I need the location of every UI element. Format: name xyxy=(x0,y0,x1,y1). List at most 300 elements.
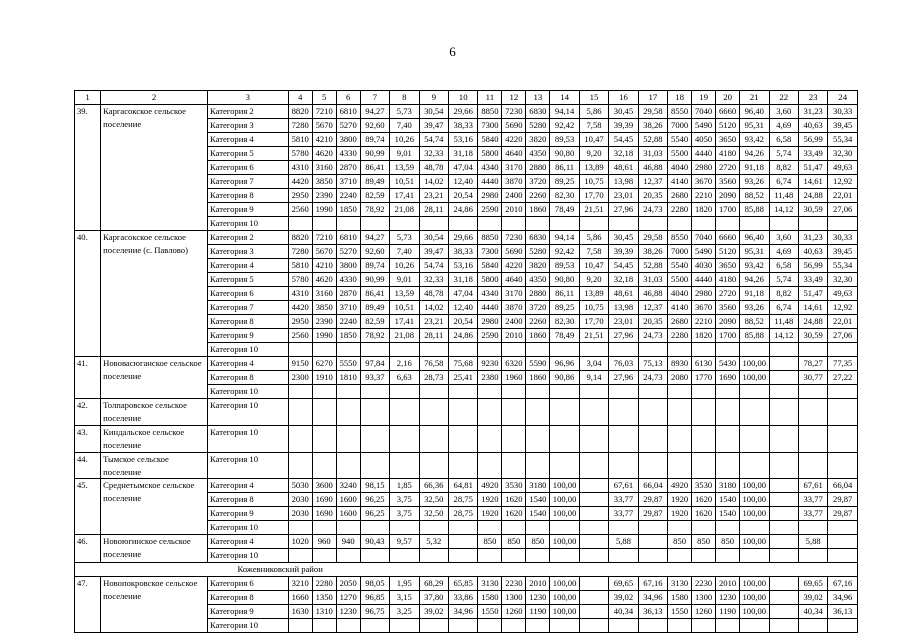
value-cell xyxy=(579,521,608,535)
header-row xyxy=(75,91,858,105)
value-cell: 2080 xyxy=(668,371,692,385)
value-cell: 6,58 xyxy=(769,259,798,273)
value-cell: 5,86 xyxy=(579,105,608,119)
value-cell: 5030 xyxy=(288,479,312,493)
row-number: 43. xyxy=(75,425,101,452)
value-cell: 47,04 xyxy=(448,287,477,301)
value-cell: 2720 xyxy=(716,287,740,301)
value-cell: 5430 xyxy=(716,357,740,371)
value-cell: 3870 xyxy=(502,301,526,315)
category-cell: Категория 7 xyxy=(208,301,289,315)
value-cell xyxy=(579,535,608,549)
value-cell: 10,75 xyxy=(579,175,608,189)
category-cell: Категория 2 xyxy=(208,105,289,119)
value-cell: 14,61 xyxy=(798,301,827,315)
value-cell xyxy=(579,493,608,507)
value-cell: 4620 xyxy=(312,147,336,161)
value-cell: 1690 xyxy=(312,493,336,507)
value-cell: 8930 xyxy=(668,357,692,371)
value-cell xyxy=(360,343,389,357)
value-cell xyxy=(419,521,448,535)
value-cell: 100,00 xyxy=(740,371,769,385)
settlement-name: Каргасокское сельское поселение xyxy=(101,105,208,231)
value-cell: 27,22 xyxy=(828,371,858,385)
header-cell: 15 xyxy=(579,91,608,105)
value-cell xyxy=(360,619,389,633)
value-cell: 9,01 xyxy=(390,273,419,287)
value-cell: 31,23 xyxy=(798,105,827,119)
value-cell: 40,34 xyxy=(609,605,638,619)
value-cell: 22,01 xyxy=(828,315,858,329)
value-cell xyxy=(448,521,477,535)
value-cell xyxy=(668,343,692,357)
value-cell: 24,86 xyxy=(448,329,477,343)
value-cell xyxy=(668,399,692,426)
value-cell: 3850 xyxy=(312,301,336,315)
value-cell: 9,20 xyxy=(579,147,608,161)
category-cell: Категория 4 xyxy=(208,259,289,273)
value-cell: 850 xyxy=(716,535,740,549)
value-cell: 5800 xyxy=(478,273,502,287)
header-cell: 10 xyxy=(448,91,477,105)
value-cell: 2950 xyxy=(288,189,312,203)
value-cell: 90,80 xyxy=(550,273,579,287)
category-cell: Категория 6 xyxy=(208,577,289,591)
category-cell: Категория 2 xyxy=(208,231,289,245)
value-cell: 96,96 xyxy=(550,357,579,371)
value-cell: 100,00 xyxy=(550,591,579,605)
value-cell: 29,58 xyxy=(638,105,667,119)
category-cell: Категория 8 xyxy=(208,189,289,203)
value-cell: 7,40 xyxy=(390,119,419,133)
value-cell xyxy=(769,619,798,633)
value-cell: 1630 xyxy=(288,605,312,619)
value-cell: 17,41 xyxy=(390,189,419,203)
value-cell: 3820 xyxy=(526,133,550,147)
value-cell: 1540 xyxy=(526,507,550,521)
settlement-name: Нововасюганское сельское поселение xyxy=(101,357,208,399)
value-cell: 32,30 xyxy=(828,273,858,287)
district-row xyxy=(75,563,858,577)
value-cell: 67,61 xyxy=(609,479,638,493)
value-cell xyxy=(716,399,740,426)
value-cell: 89,53 xyxy=(550,133,579,147)
category-cell: Категория 3 xyxy=(208,245,289,259)
value-cell: 100,00 xyxy=(740,591,769,605)
value-cell: 4920 xyxy=(668,479,692,493)
value-cell: 1860 xyxy=(526,329,550,343)
value-cell: 850 xyxy=(478,535,502,549)
value-cell: 850 xyxy=(668,535,692,549)
value-cell: 10,26 xyxy=(390,259,419,273)
value-cell: 1300 xyxy=(692,591,716,605)
value-cell: 100,00 xyxy=(740,535,769,549)
value-cell: 7,40 xyxy=(390,245,419,259)
value-cell xyxy=(312,385,336,399)
value-cell xyxy=(360,521,389,535)
value-cell: 4440 xyxy=(692,273,716,287)
value-cell: 7300 xyxy=(478,245,502,259)
value-cell: 95,31 xyxy=(740,119,769,133)
value-cell xyxy=(769,479,798,493)
value-cell: 31,18 xyxy=(448,273,477,287)
value-cell: 7,58 xyxy=(579,245,608,259)
value-cell: 7230 xyxy=(502,231,526,245)
value-cell: 12,40 xyxy=(448,175,477,189)
value-cell: 29,66 xyxy=(448,231,477,245)
value-cell: 30,33 xyxy=(828,105,858,119)
value-cell: 67,16 xyxy=(828,577,858,591)
value-cell xyxy=(609,452,638,479)
value-cell: 100,00 xyxy=(740,479,769,493)
value-cell xyxy=(798,452,827,479)
value-cell: 6810 xyxy=(336,231,360,245)
value-cell xyxy=(638,343,667,357)
value-cell xyxy=(638,399,667,426)
value-cell: 29,87 xyxy=(638,507,667,521)
value-cell: 14,61 xyxy=(798,175,827,189)
tariff-table xyxy=(74,90,858,633)
value-cell: 1,85 xyxy=(390,479,419,493)
value-cell: 1910 xyxy=(312,371,336,385)
value-cell: 1580 xyxy=(668,591,692,605)
header-cell: 2 xyxy=(101,91,208,105)
value-cell xyxy=(502,385,526,399)
value-cell: 2880 xyxy=(526,287,550,301)
value-cell xyxy=(550,549,579,563)
value-cell: 2980 xyxy=(692,287,716,301)
value-cell: 4920 xyxy=(478,479,502,493)
value-cell: 3530 xyxy=(692,479,716,493)
value-cell: 90,99 xyxy=(360,273,389,287)
value-cell: 33,86 xyxy=(448,591,477,605)
value-cell: 5670 xyxy=(312,245,336,259)
value-cell xyxy=(609,399,638,426)
value-cell xyxy=(579,577,608,591)
value-cell: 4310 xyxy=(288,161,312,175)
value-cell: 6,74 xyxy=(769,301,798,315)
value-cell: 20,35 xyxy=(638,189,667,203)
value-cell: 3,75 xyxy=(390,507,419,521)
value-cell: 4420 xyxy=(288,175,312,189)
value-cell: 9,57 xyxy=(390,535,419,549)
value-cell: 3210 xyxy=(288,577,312,591)
value-cell: 1810 xyxy=(336,371,360,385)
value-cell xyxy=(448,535,477,549)
value-cell: 49,63 xyxy=(828,161,858,175)
value-cell: 21,51 xyxy=(579,203,608,217)
value-cell: 48,78 xyxy=(419,161,448,175)
row-number: 41. xyxy=(75,357,101,399)
value-cell xyxy=(288,521,312,535)
category-cell: Категория 8 xyxy=(208,591,289,605)
value-cell: 54,45 xyxy=(609,259,638,273)
value-cell: 86,11 xyxy=(550,161,579,175)
row-number: 44. xyxy=(75,452,101,479)
value-cell: 39,47 xyxy=(419,119,448,133)
table-row xyxy=(75,231,858,245)
value-cell xyxy=(668,452,692,479)
value-cell: 4640 xyxy=(502,273,526,287)
value-cell: 7280 xyxy=(288,245,312,259)
value-cell: 7210 xyxy=(312,105,336,119)
value-cell: 25,41 xyxy=(448,371,477,385)
value-cell: 2980 xyxy=(478,189,502,203)
value-cell: 1300 xyxy=(502,591,526,605)
value-cell: 5120 xyxy=(716,245,740,259)
value-cell: 8820 xyxy=(288,105,312,119)
value-cell: 85,88 xyxy=(740,203,769,217)
value-cell: 3720 xyxy=(526,175,550,189)
value-cell: 2870 xyxy=(336,161,360,175)
value-cell: 10,47 xyxy=(579,259,608,273)
value-cell xyxy=(828,535,858,549)
settlement-name: Новоюгинское сельское поселение xyxy=(101,535,208,563)
value-cell: 4420 xyxy=(288,301,312,315)
value-cell: 90,43 xyxy=(360,535,389,549)
value-cell: 39,39 xyxy=(609,119,638,133)
value-cell xyxy=(478,217,502,231)
value-cell: 5120 xyxy=(716,119,740,133)
value-cell xyxy=(609,385,638,399)
category-cell: Категория 5 xyxy=(208,273,289,287)
value-cell: 34,96 xyxy=(828,591,858,605)
value-cell: 5810 xyxy=(288,133,312,147)
value-cell: 31,18 xyxy=(448,147,477,161)
value-cell xyxy=(312,452,336,479)
value-cell: 90,86 xyxy=(550,371,579,385)
value-cell xyxy=(668,425,692,452)
value-cell: 22,01 xyxy=(828,189,858,203)
value-cell: 76,58 xyxy=(419,357,448,371)
value-cell: 2280 xyxy=(668,329,692,343)
value-cell: 2590 xyxy=(478,329,502,343)
value-cell: 78,49 xyxy=(550,329,579,343)
header-cell: 1 xyxy=(75,91,101,105)
value-cell: 3,04 xyxy=(579,357,608,371)
value-cell: 33,77 xyxy=(798,507,827,521)
value-cell: 1620 xyxy=(692,493,716,507)
value-cell: 53,16 xyxy=(448,133,477,147)
category-cell: Категория 4 xyxy=(208,535,289,549)
value-cell xyxy=(502,619,526,633)
value-cell: 1230 xyxy=(336,605,360,619)
value-cell: 30,54 xyxy=(419,231,448,245)
value-cell: 8850 xyxy=(478,231,502,245)
value-cell: 78,49 xyxy=(550,203,579,217)
value-cell xyxy=(668,549,692,563)
value-cell xyxy=(638,425,667,452)
value-cell: 4180 xyxy=(716,273,740,287)
value-cell: 2380 xyxy=(478,371,502,385)
header-cell: 18 xyxy=(668,91,692,105)
value-cell xyxy=(336,343,360,357)
value-cell xyxy=(609,521,638,535)
value-cell xyxy=(579,507,608,521)
value-cell: 93,26 xyxy=(740,175,769,189)
value-cell xyxy=(740,452,769,479)
value-cell: 3160 xyxy=(312,161,336,175)
value-cell: 5,73 xyxy=(390,231,419,245)
value-cell: 100,00 xyxy=(550,605,579,619)
category-cell: Категория 10 xyxy=(208,217,289,231)
value-cell: 4440 xyxy=(478,301,502,315)
value-cell xyxy=(638,217,667,231)
value-cell: 100,00 xyxy=(740,493,769,507)
value-cell: 17,41 xyxy=(390,315,419,329)
value-cell: 3870 xyxy=(502,175,526,189)
value-cell: 3180 xyxy=(526,479,550,493)
value-cell xyxy=(828,521,858,535)
value-cell: 1550 xyxy=(668,605,692,619)
value-cell xyxy=(769,399,798,426)
value-cell: 4040 xyxy=(668,287,692,301)
value-cell xyxy=(798,549,827,563)
value-cell: 4210 xyxy=(312,259,336,273)
value-cell: 100,00 xyxy=(550,535,579,549)
category-cell: Категория 10 xyxy=(208,425,289,452)
category-cell: Категория 10 xyxy=(208,619,289,633)
category-cell: Категория 10 xyxy=(208,452,289,479)
value-cell xyxy=(609,549,638,563)
header-cell: 22 xyxy=(769,91,798,105)
value-cell: 88,52 xyxy=(740,189,769,203)
value-cell xyxy=(740,399,769,426)
value-cell: 1960 xyxy=(502,371,526,385)
value-cell: 65,85 xyxy=(448,577,477,591)
value-cell: 2870 xyxy=(336,287,360,301)
value-cell xyxy=(550,343,579,357)
value-cell: 7300 xyxy=(478,119,502,133)
header-cell: 11 xyxy=(478,91,502,105)
value-cell xyxy=(360,217,389,231)
value-cell: 2090 xyxy=(716,189,740,203)
value-cell xyxy=(390,549,419,563)
header-cell: 14 xyxy=(550,91,579,105)
value-cell: 46,88 xyxy=(638,161,667,175)
value-cell: 48,78 xyxy=(419,287,448,301)
value-cell xyxy=(579,619,608,633)
value-cell xyxy=(692,452,716,479)
value-cell: 1600 xyxy=(336,493,360,507)
value-cell: 5810 xyxy=(288,259,312,273)
value-cell xyxy=(526,399,550,426)
value-cell xyxy=(716,521,740,535)
header-cell: 3 xyxy=(208,91,289,105)
value-cell xyxy=(769,385,798,399)
value-cell: 68,29 xyxy=(419,577,448,591)
value-cell xyxy=(828,217,858,231)
value-cell: 92,42 xyxy=(550,245,579,259)
value-cell xyxy=(769,357,798,371)
value-cell xyxy=(478,425,502,452)
value-cell: 75,68 xyxy=(448,357,477,371)
value-cell xyxy=(579,549,608,563)
value-cell: 2260 xyxy=(526,315,550,329)
value-cell xyxy=(798,343,827,357)
value-cell: 67,16 xyxy=(638,577,667,591)
value-cell xyxy=(478,549,502,563)
value-cell: 13,89 xyxy=(579,287,608,301)
header-cell: 17 xyxy=(638,91,667,105)
value-cell: 1860 xyxy=(526,371,550,385)
value-cell: 1920 xyxy=(668,507,692,521)
value-cell: 4140 xyxy=(668,301,692,315)
value-cell: 1310 xyxy=(312,605,336,619)
value-cell: 4140 xyxy=(668,175,692,189)
value-cell xyxy=(526,217,550,231)
value-cell: 30,54 xyxy=(419,105,448,119)
value-cell xyxy=(478,619,502,633)
value-cell xyxy=(526,452,550,479)
value-cell: 2980 xyxy=(692,161,716,175)
value-cell: 1540 xyxy=(526,493,550,507)
value-cell: 1860 xyxy=(526,203,550,217)
value-cell: 32,33 xyxy=(419,273,448,287)
value-cell xyxy=(668,217,692,231)
value-cell: 3,75 xyxy=(390,493,419,507)
value-cell: 39,02 xyxy=(798,591,827,605)
value-cell xyxy=(716,343,740,357)
value-cell: 39,02 xyxy=(419,605,448,619)
value-cell: 1020 xyxy=(288,535,312,549)
value-cell: 54,74 xyxy=(419,133,448,147)
value-cell xyxy=(579,591,608,605)
value-cell: 10,47 xyxy=(579,133,608,147)
value-cell: 32,50 xyxy=(419,493,448,507)
value-cell: 2010 xyxy=(502,203,526,217)
value-cell: 7210 xyxy=(312,231,336,245)
value-cell xyxy=(336,399,360,426)
value-cell xyxy=(769,507,798,521)
value-cell xyxy=(502,452,526,479)
value-cell xyxy=(288,452,312,479)
value-cell: 64,81 xyxy=(448,479,477,493)
value-cell: 850 xyxy=(692,535,716,549)
value-cell xyxy=(716,217,740,231)
value-cell xyxy=(478,343,502,357)
value-cell: 4350 xyxy=(526,147,550,161)
value-cell xyxy=(312,217,336,231)
value-cell: 53,16 xyxy=(448,259,477,273)
value-cell: 66,04 xyxy=(638,479,667,493)
value-cell: 78,27 xyxy=(798,357,827,371)
value-cell xyxy=(336,217,360,231)
value-cell: 4,69 xyxy=(769,119,798,133)
value-cell: 100,00 xyxy=(740,507,769,521)
value-cell: 38,33 xyxy=(448,245,477,259)
table-row xyxy=(75,577,858,591)
value-cell: 55,34 xyxy=(828,259,858,273)
value-cell: 5670 xyxy=(312,119,336,133)
value-cell: 66,04 xyxy=(828,479,858,493)
value-cell xyxy=(288,399,312,426)
header-cell: 24 xyxy=(828,91,858,105)
value-cell: 2240 xyxy=(336,189,360,203)
category-cell: Категория 3 xyxy=(208,119,289,133)
category-cell: Категория 8 xyxy=(208,315,289,329)
value-cell: 3670 xyxy=(692,301,716,315)
value-cell: 5,32 xyxy=(419,535,448,549)
value-cell xyxy=(609,217,638,231)
value-cell xyxy=(419,399,448,426)
value-cell: 13,59 xyxy=(390,161,419,175)
value-cell: 92,42 xyxy=(550,119,579,133)
value-cell: 6660 xyxy=(716,105,740,119)
value-cell: 850 xyxy=(526,535,550,549)
value-cell xyxy=(668,521,692,535)
value-cell xyxy=(502,217,526,231)
